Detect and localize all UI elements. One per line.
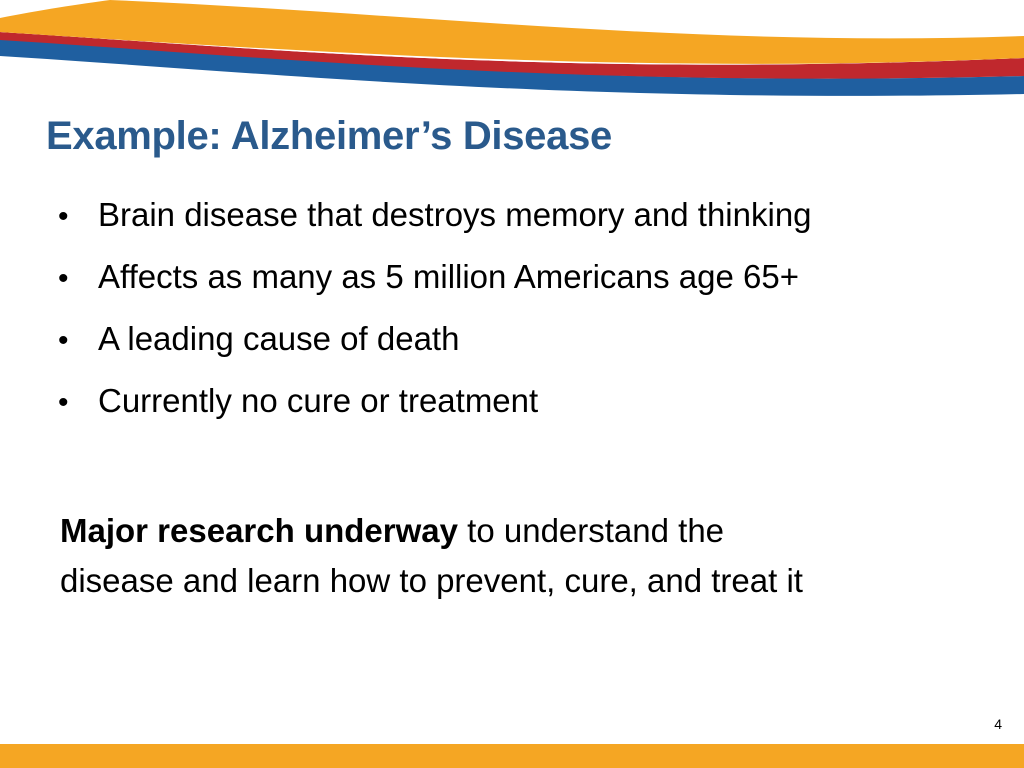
bullet-item — [58, 196, 998, 258]
header-swoosh-decoration — [0, 0, 1024, 100]
research-paragraph — [60, 506, 1000, 606]
research-bold-text: Major research underway — [60, 512, 458, 549]
bullet-symbol: • — [58, 386, 69, 419]
bullet-symbol: • — [58, 324, 69, 357]
footer-bar-decoration — [0, 744, 1024, 768]
bullet-text: Affects as many as 5 million Americans age 65+ — [98, 258, 799, 295]
bullet-item — [58, 320, 998, 382]
footer-orange-bar — [0, 744, 1024, 768]
research-text-line2: disease and learn how to prevent, cure, and treat it — [60, 562, 803, 599]
slide-number: 4 — [994, 716, 1002, 732]
research-text-line1: to understand the — [458, 512, 725, 549]
bullet-list — [58, 196, 998, 444]
bullet-text: Brain disease that destroys memory and thinking — [98, 196, 812, 233]
bullet-item — [58, 382, 998, 444]
slide-title: Example: Alzheimer’s Disease — [46, 114, 612, 158]
bullet-symbol: • — [58, 200, 69, 233]
bullet-text: Currently no cure or treatment — [98, 382, 539, 419]
bullet-text: A leading cause of death — [98, 320, 460, 357]
bullet-symbol: • — [58, 262, 69, 295]
bullet-item — [58, 258, 998, 320]
